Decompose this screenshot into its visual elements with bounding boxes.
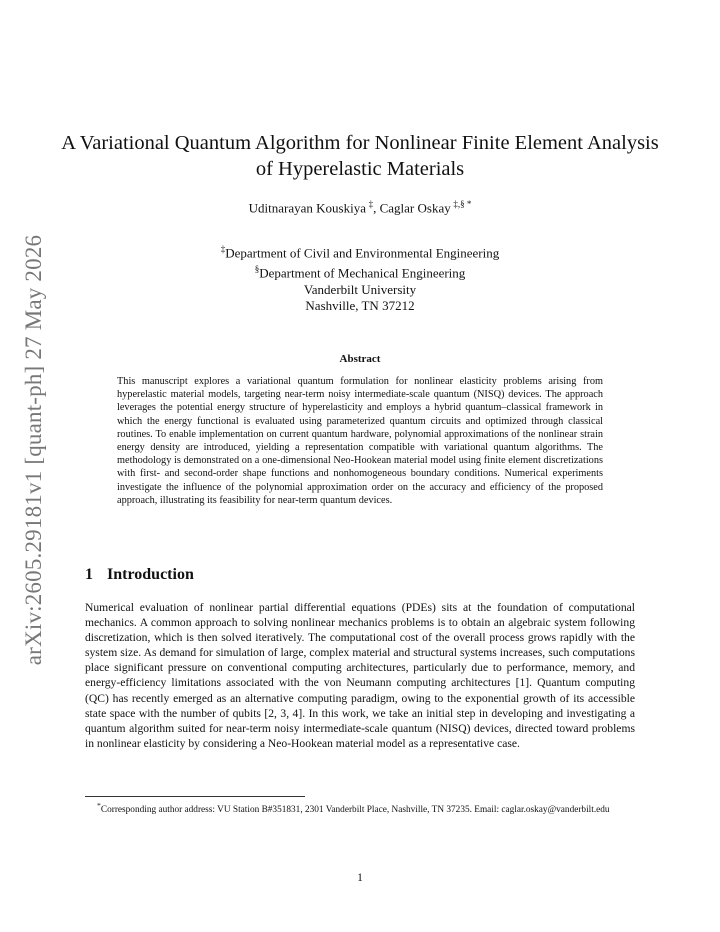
- abstract-heading: Abstract: [339, 353, 381, 365]
- abstract-text: This manuscript explores a variational quantum formulation for nonlinear elasticity problems arising from hyperelastic material models, targeting near-term noisy intermediate-scale quantum (NISQ) devices. The approach leverages the potential energy structure of hyperelasticity and employs a hybrid quantum–classical framework in which the energy functional is evaluated using parameterized quantum circuits and optimized through classical routines. To enable implementation on current quantum hardware, polynomial approximations of the nonlinear strain energy density are introduced, yielding a representation compatible with variational quantum algorithms. The methodology is demonstrated on a one-dimensional Neo-Hookean material model using finite element discretizations with first- and second-order shape functions and nonhomogeneous boundary conditions. Numerical experiments investigate the influence of the polynomial approximation order on the accuracy and efficiency of the proposed approach, illustrating its feasibility for near-term quantum devices.: [117, 376, 603, 506]
- footnote-mark: *: [97, 801, 101, 810]
- affiliation-mark: ‡: [220, 244, 226, 254]
- arxiv-identifier-stamp: [16, 234, 52, 666]
- footnote-text: Corresponding author address: VU Station B#351831, 2301 Vanderbilt Place, Nashville, TN 37235. Email: caglar.oskay@vanderbilt.edu: [100, 805, 610, 816]
- affiliation-line: §Department of Mechanical Engineering: [254, 264, 466, 281]
- arxiv-identifier-text: arXiv:2605.29181v1 [quant-ph] 27 May 2026: [21, 234, 47, 666]
- affiliations-block: [60, 241, 660, 314]
- author-name: Uditnarayan Kouskiya: [248, 200, 366, 216]
- author-affiliation-mark: ‡: [368, 199, 374, 209]
- affiliation-line: Nashville, TN 37212: [305, 297, 415, 313]
- author-name: Caglar Oskay: [379, 200, 451, 216]
- section-number: 1: [85, 566, 93, 583]
- section-heading: [85, 566, 194, 584]
- affiliation-line: ‡Department of Civil and Environmental Engineering: [220, 244, 500, 261]
- section-title: Introduction: [107, 566, 194, 583]
- page-number: 1: [357, 872, 363, 884]
- footnote: [85, 800, 635, 817]
- paper-title: A Variational Quantum Algorithm for Nonlinear Finite Element Analysis of Hyperelastic Materials: [61, 132, 659, 180]
- affiliation-mark: §: [254, 264, 260, 275]
- author-list: [60, 199, 660, 216]
- affiliation-line: Vanderbilt University: [303, 281, 417, 297]
- introduction-paragraph: Numerical evaluation of nonlinear partial differential equations (PDEs) sits at the foundation of computational mechanics. A common approach to solving nonlinear mechanics problems is to obtain an algebraic system following discretization, which is then solved iteratively. The computational cost of the overall process grows rapidly with the system size. As demand for simulation of large, complex material and structural systems increases, such computations place significant pressure on conventional computing architectures, particularly due to performance, memory, and energy-efficiency limitations associated with the von Neumann computing architectures [1]. Quantum computing (QC) has recently emerged as an alternative computing paradigm, owing to the exponential growth of its accessible state space with the number of qubits [2, 3, 4]. In this work, we take an initial step in developing and investigating a quantum algorithm suited for near-term noisy intermediate-scale quantum (NISQ) devices, directed toward problems in nonlinear elasticity by considering a Neo-Hookean material model as a representative case.: [85, 601, 635, 750]
- author-affiliation-mark: ‡,§ *: [453, 199, 472, 209]
- author-separator: ,: [373, 200, 380, 216]
- footnote-divider: [85, 796, 305, 797]
